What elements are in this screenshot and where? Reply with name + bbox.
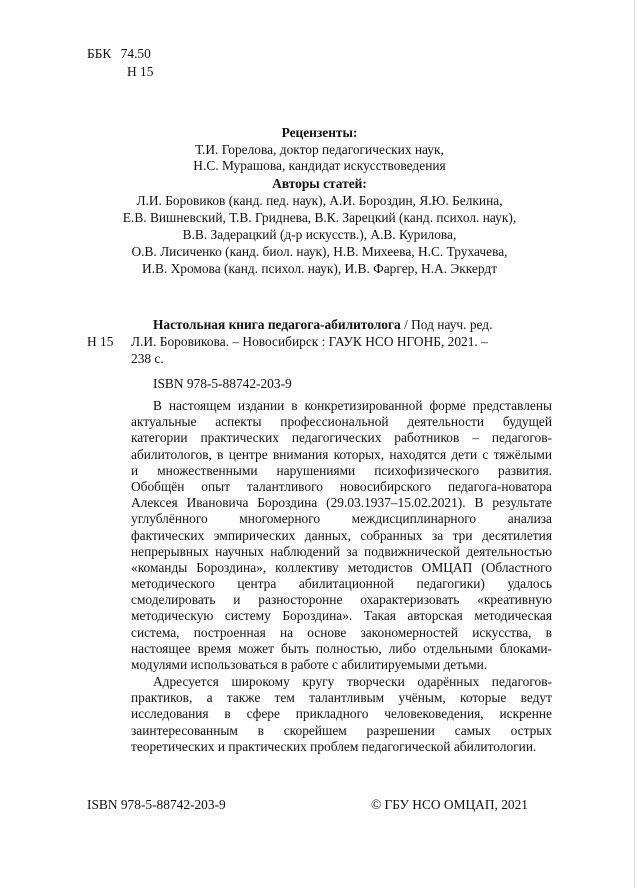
- bib-line-2: Л.И. Боровикова. – Новосибирск : ГАУК НСО НГОНБ, 2021. –: [131, 334, 488, 349]
- author-line: Л.И. Боровиков (канд. пед. наук), А.И. Бороздин, Я.Ю. Белкина,: [136, 193, 503, 208]
- text-line: методического центра абилитационной педагогики) удалось: [131, 576, 552, 592]
- text-line: углублённого многомерного междисциплинарного анализа: [131, 511, 552, 527]
- text-line: теоретических и практических проблем педагогической абилитологии.: [131, 738, 537, 754]
- annotation-paragraph-2: [131, 674, 552, 755]
- bbk-label: ББК: [87, 46, 112, 61]
- text-line: категории практических педагогических работников – педагогов-: [131, 430, 552, 446]
- text-line: заинтересованным в скорейшем разрешении самых острых: [131, 722, 552, 738]
- author-line: О.В. Лисиченко (канд. биол. наук), Н.В. Михеева, Н.С. Трухачева,: [131, 244, 508, 259]
- text-line: «команды Бороздина», коллективу методистов ОМЦАП (Областного: [131, 559, 552, 575]
- reviewer-line: Н.С. Мурашова, кандидат искусствоведения: [193, 158, 446, 173]
- footer-isbn: ISBN 978-5-88742-203-9: [87, 797, 226, 812]
- annotation-paragraph-1: [131, 398, 552, 673]
- text-line: система, построенная на основе закономерностей искусства, в: [131, 624, 552, 640]
- text-line: методическую систему Бороздина». Такая авторская методическая: [131, 608, 552, 624]
- text-line: настоящее время может быть полностью, либо отдельными блоками-: [131, 640, 552, 656]
- authors-heading: Авторы статей:: [272, 176, 367, 191]
- text-line: непрерывных научных наблюдений за подвижнической деятельностью: [131, 543, 552, 559]
- footer-copyright: © ГБУ НСО ОМЦАП, 2021: [371, 797, 528, 812]
- bib-line-1: [153, 317, 492, 333]
- author-mark: Н 15: [127, 64, 154, 79]
- text-line: и множественными нарушениями психофизического развития.: [131, 462, 552, 478]
- reviewer-line: Т.И. Горелова, доктор педагогических наук,: [195, 142, 444, 157]
- text-line: Алексея Ивановича Бороздина (29.03.1937–15.02.2021). В результате: [131, 495, 552, 511]
- text-line: смоделировать и разносторонне охарактеризовать «креативную: [131, 592, 552, 608]
- text-line: фактических эмпирических данных, собранных за три десятилетия: [131, 527, 552, 543]
- bib-mark: Н 15: [87, 334, 114, 349]
- text-line: исследования в сфере прикладного человековедения, искренне: [131, 706, 552, 722]
- text-line: практиков, а также тем талантливым учёным, которые ведут: [131, 690, 552, 706]
- text-line: модулями использоваться в работе с абилитируемыми детьми.: [131, 657, 488, 672]
- text-line: Обобщён опыт талантливого новосибирского педагога-новатора: [131, 478, 552, 494]
- text-line: Адресуется широкому кругу творчески одарённых педагогов-: [153, 674, 552, 689]
- bbk-line: [87, 46, 151, 62]
- book-title: Настольная книга педагога-абилитолога: [153, 317, 401, 332]
- author-line: И.В. Хромова (канд. психол. наук), И.В. Фаргер, Н.А. Эккердт: [141, 261, 498, 276]
- bib-editor: / Под науч. ред.: [400, 317, 493, 332]
- text-line: абилитологов, в центре внимания которых, находятся дети с тяжёлыми: [131, 446, 552, 462]
- bib-isbn: ISBN 978-5-88742-203-9: [153, 376, 292, 391]
- author-line: В.В. Задерацкий (д-р искусств.), А.В. Курилова,: [182, 227, 457, 242]
- bib-line-3: 238 с.: [131, 351, 164, 366]
- reviewers-heading: Рецензенты:: [281, 125, 358, 140]
- bbk-code: 74.50: [120, 46, 151, 61]
- text-line: актуальные аспекты профессиональной деятельности будущей: [131, 414, 552, 430]
- author-line: Е.В. Вишневский, Т.В. Гриднева, В.К. Зарецкий (канд. психол. наук),: [122, 210, 517, 225]
- text-line: В настоящем издании в конкретизированной форме представлены: [153, 398, 552, 413]
